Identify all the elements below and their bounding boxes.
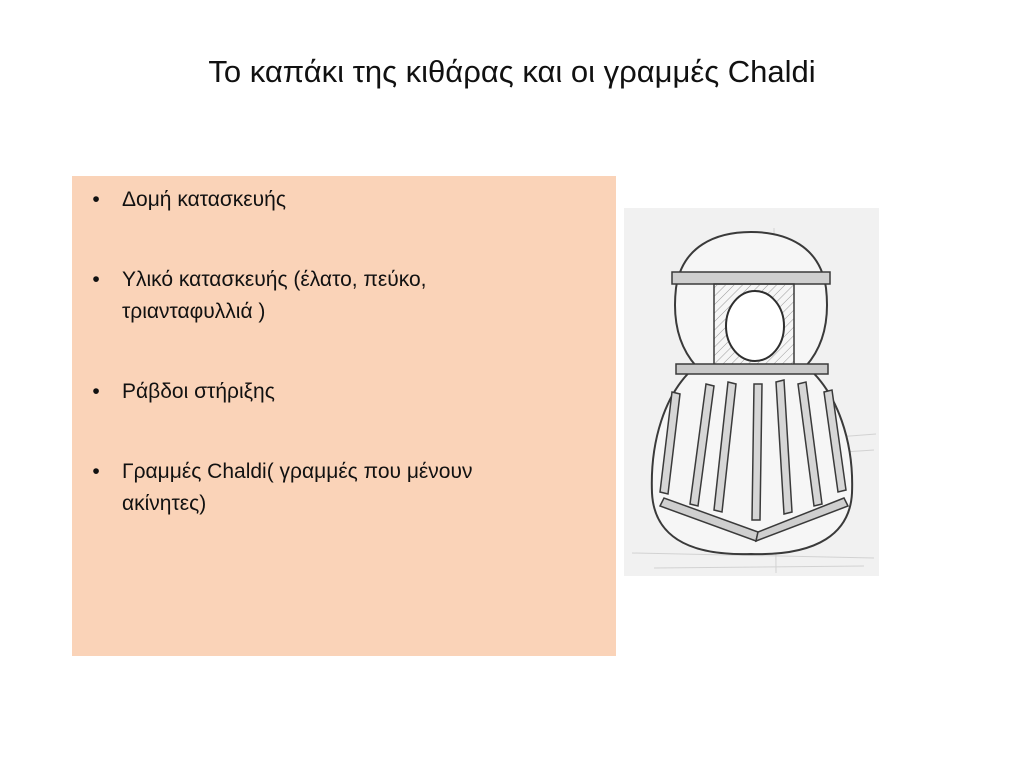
bullet-item-structure [72, 184, 616, 216]
guitar-top-sketch [624, 208, 879, 576]
guitar-top-drawing [624, 208, 879, 576]
bullet-text: Δομή κατασκευής [122, 188, 286, 211]
bullet-item-material [72, 264, 616, 328]
bullet-point-icon: • [92, 268, 100, 291]
slide-title: Το καπάκι της κιθάρας και οι γραμμές Chaldi [208, 54, 816, 89]
bullet-text: Ράβδοι στήριξης [122, 380, 275, 403]
lower-transverse-bar [676, 364, 828, 374]
soundhole [726, 291, 784, 361]
bullet-item-chladni [72, 456, 616, 520]
bullet-point-icon: • [92, 380, 100, 403]
bullet-point-icon: • [92, 188, 100, 211]
upper-transverse-bar [672, 272, 830, 284]
content-box [72, 176, 616, 656]
bullet-list [72, 184, 616, 568]
bullet-text: Γραμμές Chaldi( γραμμές που μένουν ακίνητες) [122, 460, 473, 515]
bullet-item-braces [72, 376, 616, 408]
bullet-text: Υλικό κατασκευής (έλατο, πεύκο, τριανταφυλλιά ) [122, 268, 427, 323]
bullet-point-icon: • [92, 460, 100, 483]
